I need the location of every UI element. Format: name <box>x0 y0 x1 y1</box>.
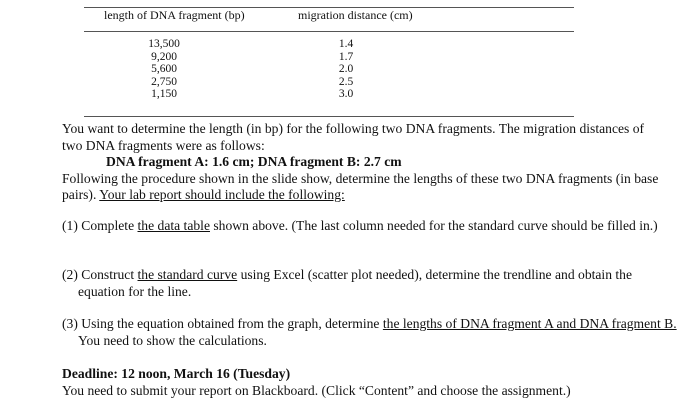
list-item-1 <box>62 218 678 235</box>
cell-migration-row1: 1.4 <box>338 38 354 50</box>
cell-length-row3: 5,600 <box>151 63 177 75</box>
list-item-2 <box>62 267 678 300</box>
intro-text: You want to determine the length (in bp) for the following two DNA fragments. The migration distances of two DNA fragments were as follows: <box>62 121 645 153</box>
cell-length-row4: 2,750 <box>151 75 177 88</box>
cell-length-row1: 13,500 <box>148 38 180 50</box>
table-bottom-rule <box>84 116 574 117</box>
item-3-rest: You need to show the calculations. <box>78 332 267 348</box>
item-2-emphasis: the standard curve <box>137 267 238 282</box>
intro-paragraph <box>62 121 662 204</box>
item-1-rest: shown above. (The last column needed for the standard curve should be filled in.) <box>209 218 658 233</box>
procedure-sentence: Following the procedure shown in the slide show, determine the lengths of these two DNA fragments (in base pairs). <box>62 170 659 202</box>
header-dna-length: length of DNA fragment (bp) <box>104 8 245 22</box>
item-1-lead: (1) Complete <box>62 218 138 233</box>
column-migration-distance <box>330 38 362 101</box>
fragment-distances: DNA fragment A: 1.6 cm; DNA fragment B: 2.7 cm <box>106 154 402 169</box>
cell-migration-row3: 2.0 <box>338 63 354 75</box>
report-requirement: Your lab report should include the following: <box>99 187 345 202</box>
header-migration-distance: migration distance (cm) <box>298 8 413 22</box>
procedure-text <box>62 171 662 204</box>
cell-length-row5: 1,150 <box>151 88 177 100</box>
cell-migration-row2: 1.7 <box>338 50 354 63</box>
deadline-note: You need to submit your report on Blackboard. (Click “Content” and choose the assignment.) <box>62 382 571 398</box>
item-1-emphasis: the data table <box>137 218 210 233</box>
deadline-title: Deadline: 12 noon, March 16 (Tuesday) <box>62 366 291 381</box>
cell-migration-row5: 3.0 <box>338 88 354 100</box>
item-3-emphasis: the lengths of DNA fragment A and DNA fragment B. <box>382 316 677 331</box>
deadline-section <box>62 366 662 399</box>
item-3-lead: (3) Using the equation obtained from the graph, determine <box>62 316 383 331</box>
item-2-rest: using Excel (scatter plot needed), determine the trendline and obtain the equation for the line. <box>78 267 633 299</box>
list-item-3 <box>62 316 678 349</box>
cell-length-row2: 9,200 <box>151 50 177 63</box>
item-2-lead: (2) Construct <box>62 267 138 282</box>
cell-migration-row4: 2.5 <box>338 75 354 88</box>
column-dna-length <box>132 38 196 101</box>
table-header-rule <box>84 31 574 32</box>
